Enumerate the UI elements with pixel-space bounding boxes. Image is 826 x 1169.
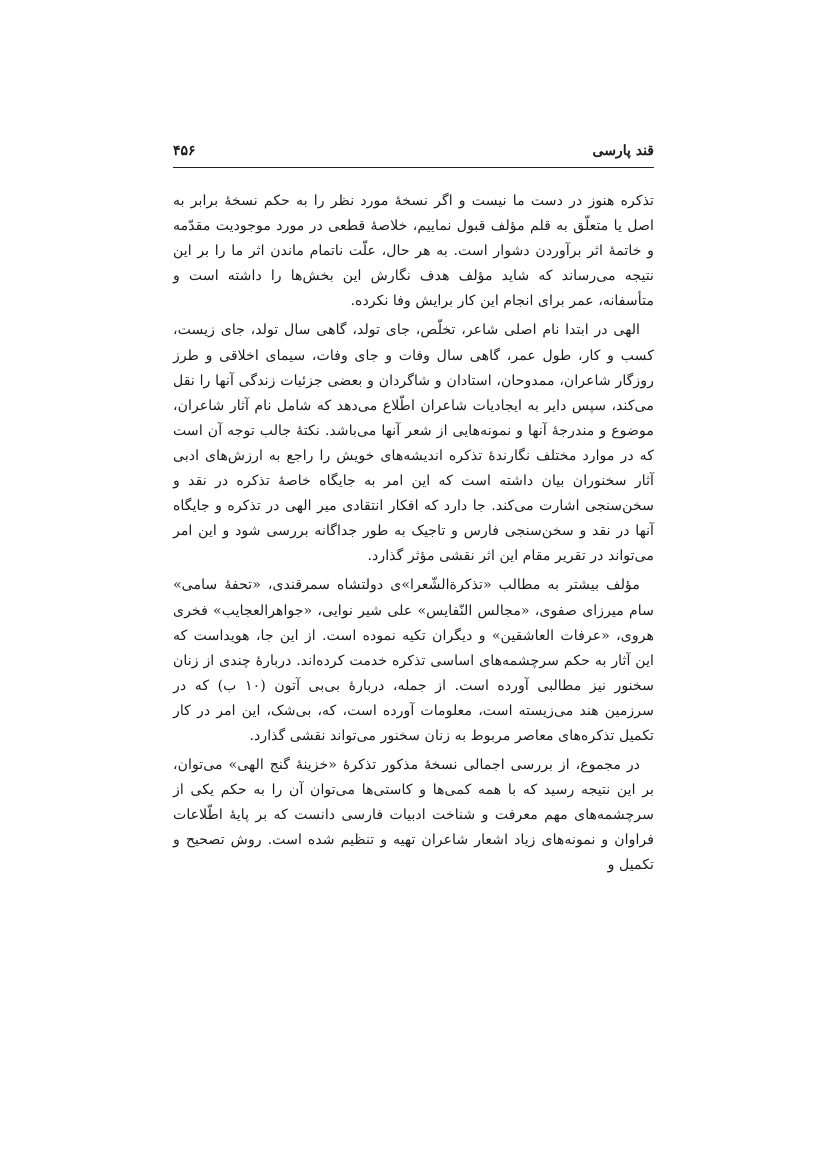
header-rule (173, 167, 654, 168)
body-text (173, 189, 654, 883)
page-number: ۴۵۶ (173, 143, 196, 159)
paragraph: در مجموع، از بررسی اجمالی نسخهٔ مذکور تذکرهٔ «خزینهٔ گنج الهی» می‌توان، بر این نتیجه رسید که با همه کمی‌ها و کاستی‌ها می‌توان آن را به حکم یکی از سرچشمه‌های مهم معرفت و شناخت ادبیات فارسی دانست که بر پایهٔ اطّلاعات فراوان و نمونه‌های زیاد اشعار شاعران تهیه و تنظیم شده است. روش تصحیح و تکمیل و (173, 757, 654, 874)
paragraph: مؤلف بیشتر به مطالب «تذکرةالشّعرا»ی دولتشاه سمرقندی، «تحفهٔ سامی» سام میرزای صفوی، «مجالس النّفایس» علی شیر نوایی، «جواهرالعجایب» فخری هروی، «عرفات العاشقین» و دیگران تکیه نموده است. از این جا، هویداست که این آثار به حکم سرچشمه‌های اساسی تذکره خدمت کرده‌اند. دربارهٔ چندی از زنان سخنور نیز مطالبی آورده است. از جمله، دربارهٔ بی‌بی آتون (۱۰ ب) که در سرزمین هند می‌زیسته است، معلومات آورده است، که، بی‌شک، این امر در کار تکمیل تذکره‌های معاصر مربوط به زنان سخنور می‌تواند نقشی گذارد. (173, 577, 654, 744)
paragraph: الهی در ابتدا نام اصلی شاعر، تخلّص، جای تولد، گاهی سال تولد، جای زیست، کسب و کار، طول عمر، گاهی سال وفات و جای وفات، سیمای اخلاقی و طرز روزگار شاعران، ممدوحان، استادان و شاگردان و بعضی جزئیات زندگی آنها را نقل می‌کند، سپس دایر به ایجادیات شاعران اطّلاع می‌دهد که شامل نام آثار شاعران، موضوع و مندرجهٔ آنها و نمونه‌هایی از شعر آنها می‌باشد. نکتهٔ جالب توجه آن است که در موارد مختلف نگارندهٔ تذکره اندیشه‌های خویش را راجع به ارزش‌های ادبی آثار سخنوران بیان داشته است که این امر به جایگاه خاصهٔ تذکره در نقد و سخن‌سنجی اشارت می‌کند. جا دارد که افکار انتقادی میر الهی در تذکره و جایگاه آنها در نقد و سخن‌سنجی فارس و تاجیک به طور جداگانه بررسی شود و این امر می‌تواند در تقریر مقام این اثر نقشی مؤثر گذارد. (173, 322, 654, 565)
paragraph: تذکره هنوز در دست ما نیست و اگر نسخهٔ مورد نظر را به حکم نسخهٔ برابر به اصل یا متعلّق به قلم مؤلف قبول نماییم، خلاصهٔ قطعی در مورد موجودیت مقدّمه و خاتمهٔ اثر برآوردن دشوار است. به هر حال، علّت ناتمام ماندن اثر ما را بر این نتیجه می‌رساند که شاید مؤلف هدف نگارش این بخش‌ها را داشته است و متأسفانه، عمر برای انجام این کار برایش وفا نکرده. (173, 193, 654, 310)
running-title: قند پارسی (592, 143, 654, 159)
page-header (173, 143, 654, 165)
